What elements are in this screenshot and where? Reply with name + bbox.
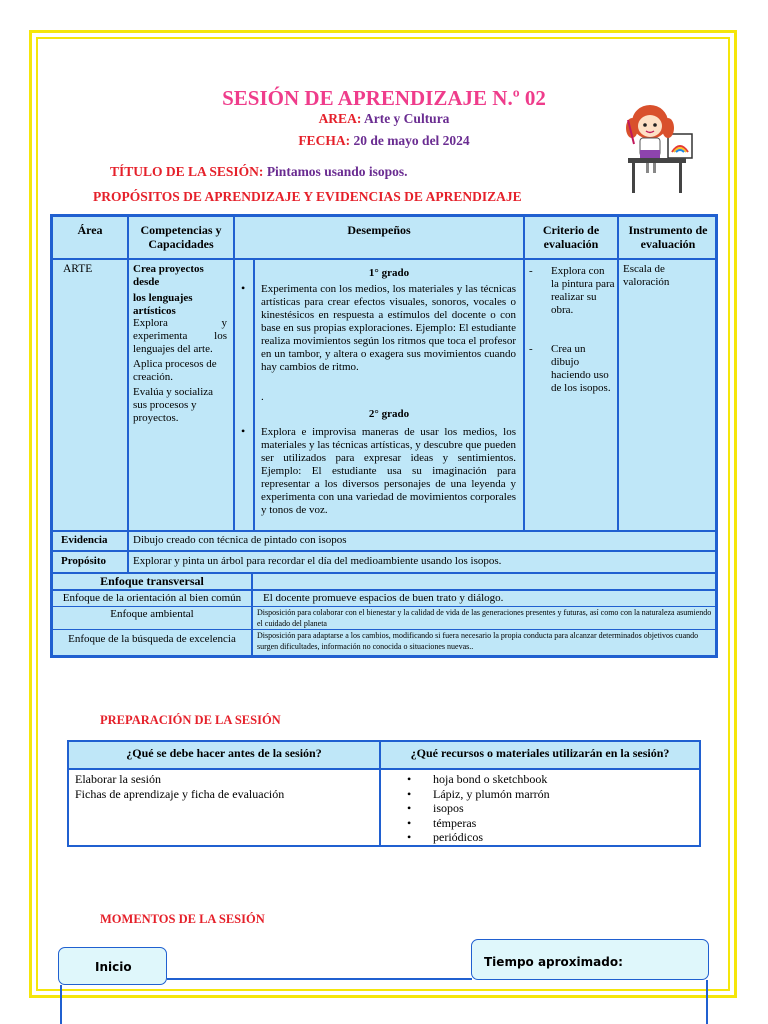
titulo-line [110, 164, 407, 180]
prep-col1-item-1: Elaborar la sesión [75, 772, 161, 786]
prep-col2-item-2: • Lápiz, y plumón marrón [407, 786, 550, 801]
enfoque-2-desc: Disposición para colaborar con el bienestar y la calidad de vida de las generaciones presentes y futuras, así como con la naturaleza asumiendo el cuidado del planeta [257, 608, 712, 628]
area-label: AREA: [318, 111, 362, 126]
fecha-value: 20 de mayo del 2024 [353, 133, 470, 148]
proposito-label: Propósito [61, 555, 107, 567]
evidencia-value: Dibujo creado con técnica de pintado con isopos [133, 534, 347, 546]
criterio-1: Explora con la pintura para realizar su obra. [551, 265, 615, 316]
tiempo-label-box: Tiempo aproximado: [471, 939, 709, 980]
competencia-title [133, 263, 229, 318]
grade2-heading: 2° grado [368, 408, 410, 420]
grade1-dot: . [261, 391, 264, 403]
prep-col2-item-3-text: isopos [433, 801, 464, 815]
competencia-title-1: Crea proyectos desde [133, 263, 204, 288]
grade1-heading: 1° grado [368, 267, 410, 279]
header-desempenos: Desempeños [347, 223, 411, 237]
bullet-dot: • [241, 424, 246, 438]
titulo-value: Pintamos usando isopos. [266, 164, 408, 179]
enfoque-2-name: Enfoque ambiental [110, 608, 194, 620]
prep-col2-header: ¿Qué recursos o materiales utilizarán en la sesión? [410, 746, 670, 760]
prep-col2-item-5-text: periódicos [433, 830, 483, 844]
capacidad-3: Evalúa y socializa sus procesos y proyectos. [133, 386, 214, 424]
session-title: SESIÓN DE APRENDIZAJE N.º 02 [222, 86, 546, 110]
momentos-heading: MOMENTOS DE LA SESIÓN [100, 912, 265, 926]
evidencia-label: Evidencia [61, 534, 108, 546]
area-value: Arte y Cultura [363, 111, 450, 126]
prep-col2-item-1: • hoja bond o sketchbook [407, 772, 548, 786]
header-instrumento: Instrumento de evaluación [628, 223, 708, 251]
momentos-left-border [60, 985, 62, 1024]
grade1-text: Experimenta con los medios, los materiales y las técnicas artísticas para crear efectos visuales, sonoros, vocales o kinestésicos en respuesta a estímulos del docente o con base en sus propias exploraciones. Ejemplo: El estudiante realiza movimientos según los ritmos que toca el profesor en un tambor, y altera o exagera sus movimientos cuando hay cambios de ritmo. [261, 283, 516, 373]
titulo-label: TÍTULO DE LA SESIÓN: [110, 164, 264, 179]
momentos-top-line [167, 978, 472, 980]
propositos-table [50, 214, 718, 658]
header-competencias: Competencias y Capacidades [140, 223, 222, 251]
enfoque-3-name: Enfoque de la búsqueda de excelencia [68, 633, 236, 645]
enfoque-1-desc: El docente promueve espacios de buen trato y diálogo. [263, 592, 504, 604]
fecha-label: FECHA: [298, 133, 351, 148]
enfoque-1-name: Enfoque de la orientación al bien común [62, 592, 242, 604]
area-value-cell: ARTE [63, 263, 93, 275]
prep-col2-item-5: • periódicos [407, 830, 483, 844]
prep-col1-list [75, 772, 284, 801]
bullet-dot: • [241, 281, 246, 295]
prep-col1-item-2: Fichas de aprendizaje y ficha de evaluación [75, 786, 285, 801]
grade2-text: Explora e improvisa maneras de usar los medios, los materiales y las técnicas artísticas, y descubre que pueden ser utilizados para expresar ideas y sentimientos. Ejemplo: El estudiante usa su imaginación para representar a los diversos personajes de una leyenda y experimenta con una variedad de movimientos corporales y tonos de voz. [261, 426, 516, 516]
prep-col2-item-1-text: hoja bond o sketchbook [433, 772, 548, 786]
capacidad-1: Explora y experimenta los lenguajes del arte. [133, 317, 227, 355]
preparacion-heading: PREPARACIÓN DE LA SESIÓN [100, 713, 281, 727]
header-area: Área [77, 223, 103, 237]
enfoque-3-desc: Disposición para adaptarse a los cambios, modificando si fuera necesario la propia conducta para alcanzar determinados objetivos cuando surgen dificultades, información no conocida o situaciones nuevas.. [257, 631, 699, 651]
proposito-value: Explorar y pinta un árbol para recordar el día del medioambiente usando los isopos. [133, 555, 502, 567]
capacidades-list [133, 317, 227, 425]
criterio-2: Crea un dibujo haciendo uso de los isopos. [551, 343, 611, 394]
instrumento-value: Escala de valoración [623, 263, 670, 288]
girl-painting-illustration [620, 100, 700, 196]
competencia-title-2: los lenguajes [133, 292, 193, 304]
enfoque-heading: Enfoque transversal [100, 574, 204, 588]
propositos-heading: PROPÓSITOS DE APRENDIZAJE Y EVIDENCIAS DE APRENDIZAJE [93, 189, 522, 204]
prep-col1-header: ¿Qué se debe hacer antes de la sesión? [126, 746, 322, 760]
prep-col2-item-3: • isopos [407, 801, 464, 815]
prep-col2-list [407, 772, 550, 845]
header-criterio: Criterio de evaluación [542, 223, 600, 251]
competencia-title-2-row [133, 292, 229, 305]
competencia-title-3: artísticos [133, 305, 176, 317]
criterio-dash: - [529, 265, 533, 277]
momentos-right-border [706, 980, 708, 1024]
preparacion-table [67, 740, 701, 847]
inicio-label-box: Inicio [58, 947, 167, 985]
criterio-dash: - [529, 343, 533, 355]
prep-col2-item-2-text: Lápiz, y plumón marrón [433, 786, 550, 801]
prep-col2-item-4-text: témperas [433, 815, 477, 830]
prep-col2-item-4: • témperas [407, 815, 477, 830]
capacidad-2: Aplica procesos de creación. [133, 358, 217, 383]
